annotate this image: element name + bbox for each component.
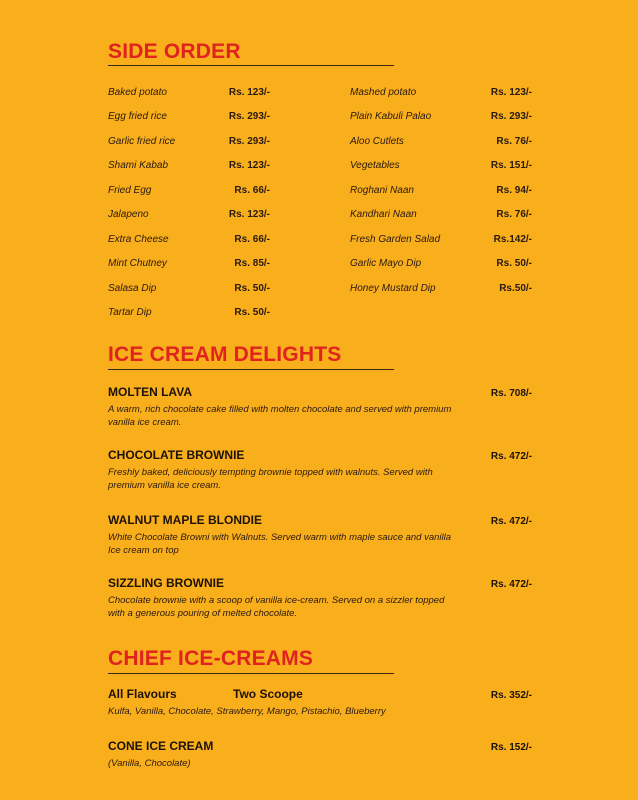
menu-item (350, 80, 532, 105)
menu-item (350, 129, 532, 154)
menu-item (108, 301, 270, 326)
item-name: CHOCOLATE BROWNIE (108, 448, 245, 462)
item-price: Rs. 123/- (228, 160, 270, 172)
item-description: Kulfa, Vanilla, Chocolate, Strawberry, Mango, Pistachio, Blueberry (108, 706, 386, 717)
menu-item (108, 513, 532, 557)
menu-item (108, 154, 270, 179)
item-price: Rs. 66/- (234, 184, 270, 196)
item-price: Rs. 293/- (228, 135, 270, 147)
menu-item (108, 227, 270, 252)
menu-item (108, 203, 270, 228)
item-name: Tartar Dip (108, 307, 152, 319)
item-description: A warm, rich chocolate cake filled with molten chocolate and served with premium vanilla ice cream. (108, 404, 452, 428)
menu-item (108, 129, 270, 154)
item-price: Rs. 76/- (496, 209, 532, 221)
item-price: Rs. 50/- (234, 307, 270, 319)
item-name: Baked potato (108, 86, 167, 98)
item-price: Rs.142/- (493, 233, 532, 245)
item-name: Mint Chutney (108, 258, 167, 270)
item-description: Chocolate brownie with a scoop of vanilla ice-cream. Served on a sizzler topped with a generous pouring of melted chocolate. (108, 595, 445, 619)
item-name: Shami Kabab (108, 160, 169, 172)
item-name: Jalapeno (108, 209, 149, 221)
item-name: Fresh Garden Salad (350, 233, 441, 245)
item-name: SIZZLING BROWNIE (108, 576, 224, 590)
menu-item (108, 739, 532, 771)
item-name: Salasa Dip (108, 282, 157, 294)
item-name: All Flavours (108, 687, 177, 701)
menu-item (350, 154, 532, 179)
item-price: Rs. 293/- (490, 111, 532, 123)
item-description: (Vanilla, Chocolate) (108, 758, 191, 769)
item-price: Rs. 151/- (490, 160, 532, 172)
menu-item (350, 105, 532, 130)
item-name: Honey Mustard Dip (350, 282, 436, 294)
item-price: Rs. 152/- (490, 742, 532, 753)
item-name: CONE ICE CREAM (108, 739, 214, 753)
menu-item (108, 276, 270, 301)
menu-item (350, 276, 532, 301)
item-price: Rs. 472/- (490, 579, 532, 590)
menu-item (108, 687, 532, 719)
item-price: Rs. 50/- (496, 258, 532, 270)
item-name: Mashed potato (350, 86, 417, 98)
item-name: Roghani Naan (350, 184, 414, 196)
item-price: Rs. 123/- (490, 86, 532, 98)
item-subtitle: Two Scoope (233, 687, 303, 701)
menu-item (108, 576, 532, 620)
menu-item (350, 252, 532, 277)
menu-item (108, 105, 270, 130)
item-price: Rs. 123/- (228, 209, 270, 221)
side-order-right-column (350, 80, 532, 301)
item-name: Garlic Mayo Dip (350, 258, 422, 270)
menu-item (108, 80, 270, 105)
item-price: Rs. 472/- (490, 516, 532, 527)
item-name: Vegetables (350, 160, 400, 172)
item-price: Rs. 94/- (496, 184, 532, 196)
item-name: Plain Kabuli Palao (350, 111, 432, 123)
item-price: Rs. 76/- (496, 135, 532, 147)
item-name: Kandhari Naan (350, 209, 417, 221)
item-description: Freshly baked, deliciously tempting brownie topped with walnuts. Served with premium vanilla ice cream. (108, 467, 433, 491)
side-order-left-column (108, 80, 270, 325)
item-price: Rs. 352/- (490, 690, 532, 701)
item-name: Egg fried rice (108, 111, 167, 123)
section-title-chief-ice-creams: CHIEF ICE-CREAMS (108, 647, 314, 670)
item-name: Garlic fried rice (108, 135, 176, 147)
menu-item (350, 203, 532, 228)
menu-item (350, 227, 532, 252)
menu-item (350, 178, 532, 203)
item-price: Rs.50/- (499, 282, 532, 294)
item-price: Rs. 472/- (490, 451, 532, 462)
item-price: Rs. 293/- (228, 111, 270, 123)
item-name: MOLTEN LAVA (108, 385, 192, 399)
item-name: Fried Egg (108, 184, 152, 196)
section-title-side-order: SIDE ORDER (108, 40, 241, 63)
menu-item (108, 178, 270, 203)
item-description: White Chocolate Browni with Walnuts. Served warm with maple sauce and vanilla Ice cream on top (108, 532, 452, 556)
section-title-ice-cream-delights: ICE CREAM DELIGHTS (108, 343, 342, 366)
item-price: Rs. 66/- (234, 233, 270, 245)
divider (108, 673, 394, 674)
divider (108, 369, 394, 370)
item-name: Aloo Cutlets (350, 135, 404, 147)
item-price: Rs. 85/- (234, 258, 270, 270)
item-name: Extra Cheese (108, 233, 169, 245)
menu-item (108, 252, 270, 277)
menu-item (108, 448, 532, 492)
divider (108, 65, 394, 66)
item-price: Rs. 708/- (490, 388, 532, 399)
item-price: Rs. 50/- (234, 282, 270, 294)
item-name: WALNUT MAPLE BLONDIE (108, 513, 262, 527)
menu-item (108, 385, 532, 429)
item-price: Rs. 123/- (228, 86, 270, 98)
